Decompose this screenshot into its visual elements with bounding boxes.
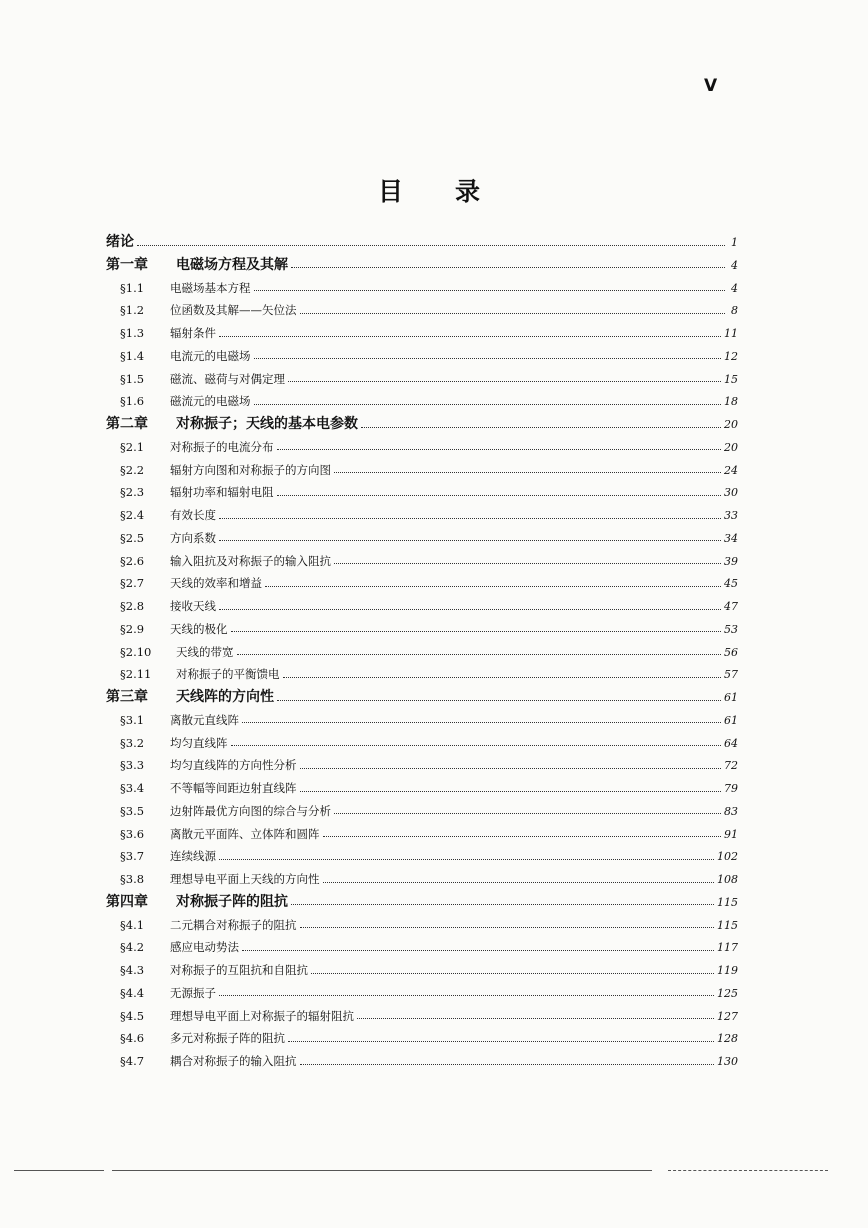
- entry-number: §4.6: [120, 1031, 145, 1046]
- entry-title: 对称振子的电流分布: [170, 439, 274, 454]
- entry-number: §3.5: [120, 803, 145, 818]
- toc-chapter-entry: [106, 413, 738, 435]
- entry-page-number: 39: [724, 554, 738, 568]
- entry-title: 均匀直线阵的方向性分析: [170, 758, 297, 773]
- toc-section-entry: [120, 277, 738, 299]
- entry-title: 无源振子: [170, 985, 216, 1000]
- toc-section-entry: [120, 641, 738, 663]
- entry-number: §3.7: [120, 849, 145, 864]
- entry-number: 第三章: [106, 689, 148, 705]
- page-marker: V: [704, 76, 718, 96]
- entry-number: §4.7: [120, 1054, 145, 1068]
- entry-page-number: 61: [724, 713, 738, 727]
- toc-section-entry: [120, 436, 738, 458]
- entry-title: 天线阵的方向性: [176, 689, 274, 705]
- entry-title: 磁流元的电磁场: [170, 394, 251, 409]
- dot-leader: [219, 859, 714, 860]
- entry-number: 第一章: [106, 256, 148, 273]
- entry-page-number: 20: [724, 440, 738, 454]
- dot-leader: [323, 882, 715, 883]
- entry-page-number: 130: [717, 1055, 738, 1068]
- dot-leader: [231, 631, 722, 632]
- entry-page-number: 102: [717, 850, 738, 864]
- entry-number: §1.6: [120, 394, 145, 409]
- toc-section-entry: [120, 663, 738, 685]
- entry-title: 对称振子的互阻抗和自阻抗: [170, 963, 308, 977]
- entry-page-number: 4: [731, 281, 738, 295]
- entry-title: 电磁场方程及其解: [176, 256, 288, 273]
- toc-section-entry: [120, 982, 738, 1004]
- toc-section-entry: [120, 709, 738, 731]
- dot-leader: [219, 995, 714, 996]
- dot-leader: [254, 358, 722, 359]
- entry-page-number: 15: [724, 372, 738, 386]
- dot-leader: [288, 381, 721, 382]
- entry-title: 绪论: [106, 234, 134, 250]
- toc-section-entry: [120, 936, 738, 958]
- dot-leader: [288, 1041, 714, 1042]
- entry-number: §1.1: [120, 280, 145, 295]
- entry-number: 第二章: [106, 416, 148, 432]
- entry-page-number: 125: [717, 986, 738, 1000]
- entry-number: §2.11: [120, 667, 152, 682]
- bottom-rule-right: [668, 1170, 828, 1171]
- toc-section-entry: [120, 823, 738, 845]
- entry-page-number: 12: [724, 349, 738, 363]
- bottom-rule-main: [112, 1170, 652, 1171]
- entry-number: §2.7: [120, 576, 145, 591]
- entry-number: §2.6: [120, 553, 145, 568]
- entry-page-number: 33: [724, 509, 738, 522]
- toc-section-entry: [120, 595, 738, 617]
- entry-page-number: 115: [717, 895, 738, 909]
- dot-leader: [219, 609, 721, 610]
- dot-leader: [231, 745, 722, 746]
- toc-section-entry: [120, 868, 738, 890]
- entry-page-number: 128: [717, 1032, 738, 1046]
- toc-section-entry: [120, 322, 738, 344]
- entry-title: 磁流、磁荷与对偶定理: [170, 371, 285, 386]
- entry-number: §2.10: [120, 644, 152, 659]
- entry-page-number: 4: [731, 258, 738, 272]
- entry-title: 辐射功率和辐射电阻: [170, 485, 274, 500]
- toc-chapter-entry: [106, 686, 738, 708]
- bottom-rule-left: [14, 1170, 104, 1171]
- entry-number: §2.2: [120, 462, 145, 477]
- dot-leader: [265, 586, 721, 587]
- dot-leader: [361, 427, 721, 428]
- entry-number: §1.2: [120, 303, 145, 318]
- dot-leader: [334, 563, 721, 564]
- entry-title: 辐射方向图和对称振子的方向图: [170, 462, 331, 477]
- entry-title: 方向系数: [170, 530, 216, 545]
- entry-number: §2.5: [120, 530, 145, 545]
- dot-leader: [237, 654, 722, 655]
- entry-number: §1.5: [120, 371, 145, 386]
- entry-page-number: 1: [731, 236, 738, 249]
- dot-leader: [300, 927, 715, 928]
- toc-section-entry: [120, 1027, 738, 1049]
- toc-section-entry: [120, 777, 738, 799]
- entry-title: 感应电动势法: [170, 940, 239, 955]
- entry-title: 多元对称振子阵的阻抗: [170, 1031, 285, 1046]
- entry-title: 辐射条件: [170, 326, 216, 340]
- entry-number: §2.4: [120, 508, 145, 522]
- entry-number: §2.3: [120, 485, 145, 500]
- entry-number: §4.4: [120, 985, 145, 1000]
- entry-number: §3.2: [120, 735, 145, 750]
- entry-title: 天线的带宽: [176, 644, 234, 659]
- entry-number: §2.8: [120, 599, 145, 613]
- dot-leader: [300, 313, 726, 314]
- entry-number: §4.5: [120, 1008, 145, 1023]
- entry-number: §1.3: [120, 326, 145, 340]
- entry-page-number: 18: [724, 395, 738, 409]
- entry-page-number: 72: [724, 759, 738, 773]
- entry-title: 离散元直线阵: [170, 712, 239, 727]
- toc-section-entry: [120, 368, 738, 390]
- dot-leader: [219, 540, 721, 541]
- dot-leader: [291, 267, 725, 268]
- entry-page-number: 117: [717, 941, 738, 955]
- dot-leader: [254, 404, 722, 405]
- entry-title: 耦合对称振子的输入阻抗: [170, 1054, 297, 1068]
- entry-number: 第四章: [106, 893, 148, 910]
- entry-page-number: 56: [724, 645, 738, 659]
- dot-leader: [242, 950, 714, 951]
- entry-page-number: 91: [724, 827, 738, 841]
- entry-page-number: 79: [724, 782, 738, 795]
- entry-number: §2.9: [120, 621, 145, 636]
- entry-title: 电流元的电磁场: [170, 348, 251, 363]
- entry-page-number: 83: [724, 804, 738, 818]
- dot-leader: [137, 245, 725, 246]
- entry-page-number: 61: [724, 691, 738, 704]
- entry-page-number: 64: [724, 736, 738, 750]
- dot-leader: [334, 472, 721, 473]
- dot-leader: [254, 290, 726, 291]
- dot-leader: [277, 495, 722, 496]
- entry-page-number: 108: [717, 873, 738, 886]
- toc-chapter-entry: [106, 231, 738, 253]
- entry-number: §1.4: [120, 348, 145, 363]
- toc-section-entry: [120, 504, 738, 526]
- dot-leader: [219, 518, 721, 519]
- toc-section-entry: [120, 345, 738, 367]
- entry-title: 位函数及其解——矢位法: [170, 303, 297, 318]
- entry-title: 离散元平面阵、立体阵和圆阵: [170, 826, 320, 841]
- toc-section-entry: [120, 1050, 738, 1072]
- entry-title: 输入阻抗及对称振子的输入阻抗: [170, 553, 331, 568]
- toc-section-entry: [120, 845, 738, 867]
- toc-chapter-entry: [106, 254, 738, 276]
- entry-page-number: 24: [724, 463, 738, 477]
- toc-section-entry: [120, 800, 738, 822]
- entry-number: §4.3: [120, 963, 145, 977]
- entry-title: 理想导电平面上对称振子的辐射阻抗: [170, 1008, 354, 1023]
- dot-leader: [283, 677, 722, 678]
- entry-number: §4.1: [120, 917, 145, 932]
- dot-leader: [311, 973, 714, 974]
- entry-title: 对称振子；天线的基本电参数: [176, 416, 358, 432]
- entry-page-number: 34: [724, 531, 738, 545]
- entry-title: 理想导电平面上天线的方向性: [170, 872, 320, 886]
- entry-number: §3.6: [120, 826, 145, 841]
- dot-leader: [357, 1018, 714, 1019]
- dot-leader: [277, 449, 722, 450]
- entry-number: §3.4: [120, 781, 145, 795]
- toc-section-entry: [120, 550, 738, 572]
- dot-leader: [277, 700, 721, 701]
- entry-page-number: 20: [724, 418, 738, 431]
- entry-title: 不等幅等间距边射直线阵: [170, 781, 297, 795]
- dot-leader: [219, 336, 721, 337]
- entry-title: 均匀直线阵: [170, 735, 228, 750]
- toc-section-entry: [120, 914, 738, 936]
- entry-page-number: 119: [717, 964, 738, 977]
- entry-page-number: 53: [724, 622, 738, 636]
- entry-title: 接收天线: [170, 599, 216, 613]
- dot-leader: [300, 1064, 715, 1065]
- entry-title: 边射阵最优方向图的综合与分析: [170, 803, 331, 818]
- entry-page-number: 8: [731, 304, 738, 318]
- entry-title: 有效长度: [170, 508, 216, 522]
- toc-chapter-entry: [106, 891, 738, 913]
- entry-page-number: 45: [724, 577, 738, 591]
- toc-section-entry: [120, 527, 738, 549]
- entry-title: 天线的极化: [170, 621, 228, 636]
- toc-section-entry: [120, 959, 738, 981]
- entry-number: §4.2: [120, 940, 145, 955]
- dot-leader: [291, 904, 714, 905]
- entry-page-number: 115: [717, 918, 738, 932]
- entry-page-number: 11: [724, 327, 738, 340]
- toc-section-entry: [120, 481, 738, 503]
- toc-section-entry: [120, 572, 738, 594]
- dot-leader: [242, 722, 721, 723]
- entry-title: 电磁场基本方程: [170, 280, 251, 295]
- entry-page-number: 57: [724, 668, 738, 682]
- entry-title: 连续线源: [170, 849, 216, 864]
- entry-title: 对称振子阵的阻抗: [176, 893, 288, 910]
- entry-number: §3.1: [120, 712, 145, 727]
- entry-number: §2.1: [120, 439, 145, 454]
- entry-title: 天线的效率和增益: [170, 576, 262, 591]
- dot-leader: [323, 836, 722, 837]
- toc-section-entry: [120, 618, 738, 640]
- entry-title: 对称振子的平衡馈电: [176, 667, 280, 682]
- entry-page-number: 47: [724, 600, 738, 613]
- dot-leader: [300, 791, 722, 792]
- entry-number: §3.3: [120, 758, 145, 773]
- entry-page-number: 127: [717, 1009, 738, 1023]
- entry-title: 二元耦合对称振子的阻抗: [170, 917, 297, 932]
- toc-section-entry: [120, 390, 738, 412]
- title-char-2: 录: [455, 177, 481, 206]
- dot-leader: [334, 813, 721, 814]
- title-char-1: 目: [377, 177, 403, 206]
- entry-page-number: 30: [724, 486, 738, 500]
- toc-section-entry: [120, 754, 738, 776]
- toc-section-entry: [120, 459, 738, 481]
- entry-number: §3.8: [120, 872, 145, 886]
- toc-section-entry: [120, 732, 738, 754]
- dot-leader: [300, 768, 722, 769]
- toc-section-entry: [120, 1005, 738, 1027]
- toc-section-entry: [120, 299, 738, 321]
